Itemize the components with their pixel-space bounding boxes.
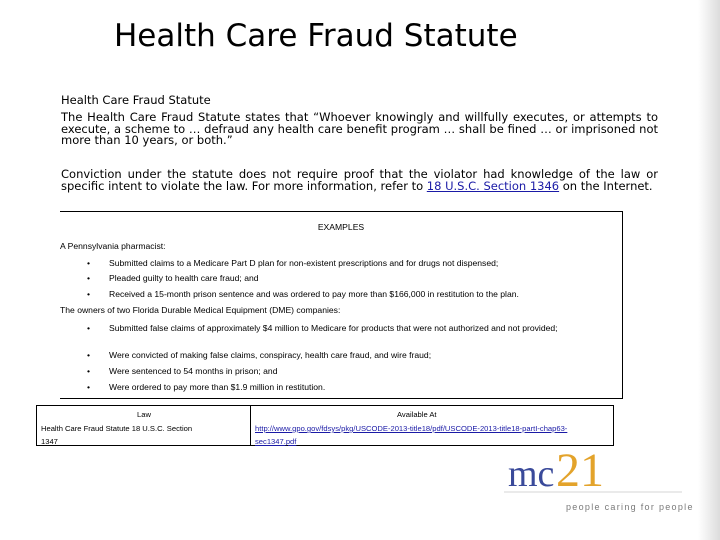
list-item: • Pleaded guilty to health care fraud; and (87, 273, 259, 283)
list-item: • Were convicted of making false claims, conspiracy, health care fraud, and wire fraud; (87, 350, 432, 360)
list-item: • Submitted false claims of approximately $4 million to Medicare for products that were not authorized and not provided; (87, 323, 558, 333)
conviction-text-end: on the Internet. (559, 178, 653, 193)
bullet-icon: • (87, 258, 91, 268)
law-section: 1347 (41, 437, 58, 446)
conviction-paragraph (61, 169, 658, 192)
law-name: Health Care Fraud Statute 18 U.S.C. Section (41, 424, 193, 433)
table-divider (250, 406, 251, 445)
list-item: • Submitted claims to a Medicare Part D plan for non-existent prescriptions and for drugs not dispensed; (87, 258, 499, 268)
case1-intro: A Pennsylvania pharmacist: (60, 241, 166, 251)
conviction-text: Conviction under the statute does not require proof that the violator had knowledge of the law or specific intent to violate the law. For more information, refer to (61, 167, 658, 193)
bullet-icon: • (87, 350, 91, 360)
logo-tagline: people caring for people (566, 502, 694, 512)
logo-mc-text: mc (508, 453, 555, 495)
statute-paragraph: The Health Care Fraud Statute states that “Whoever knowingly and willfully executes, or attempts to execute, a scheme to … defraud any health care benefit program … shall be fined … or imprisoned not more than 10 years, or both.” (61, 110, 658, 147)
bullet-icon: • (87, 366, 91, 376)
list-item: • Were sentenced to 54 months in prison; and (87, 366, 278, 376)
list-item: • Were ordered to pay more than $1.9 million in restitution. (87, 382, 326, 392)
case2-intro: The owners of two Florida Durable Medical Equipment (DME) companies: (60, 305, 341, 315)
available-at-header: Available At (397, 410, 437, 419)
statute-url-link-cont[interactable]: sec1347.pdf (255, 437, 297, 446)
statute-url-link[interactable]: http://www.gpo.gov/fdsys/pkg/USCODE-2013-title18/pdf/USCODE-2013-title18-partI-chap63- (255, 424, 568, 433)
bullet-icon: • (87, 323, 91, 333)
section-heading: Health Care Fraud Statute (61, 93, 211, 107)
examples-box (60, 211, 623, 399)
bullet-icon: • (87, 382, 91, 392)
slide-right-shade (698, 0, 720, 540)
law-header: Law (137, 410, 151, 419)
logo-21-text: 21 (556, 448, 604, 497)
examples-heading: EXAMPLES (317, 222, 365, 232)
bullet-icon: • (87, 273, 91, 283)
usc-1346-link[interactable]: 18 U.S.C. Section 1346 (426, 178, 560, 193)
bullet-icon: • (87, 289, 91, 299)
slide-title: Health Care Fraud Statute (114, 18, 518, 54)
list-item: • Received a 15-month prison sentence and was ordered to pay more than $166,000 in restitution to the plan. (87, 289, 519, 299)
citation-table (36, 405, 614, 446)
